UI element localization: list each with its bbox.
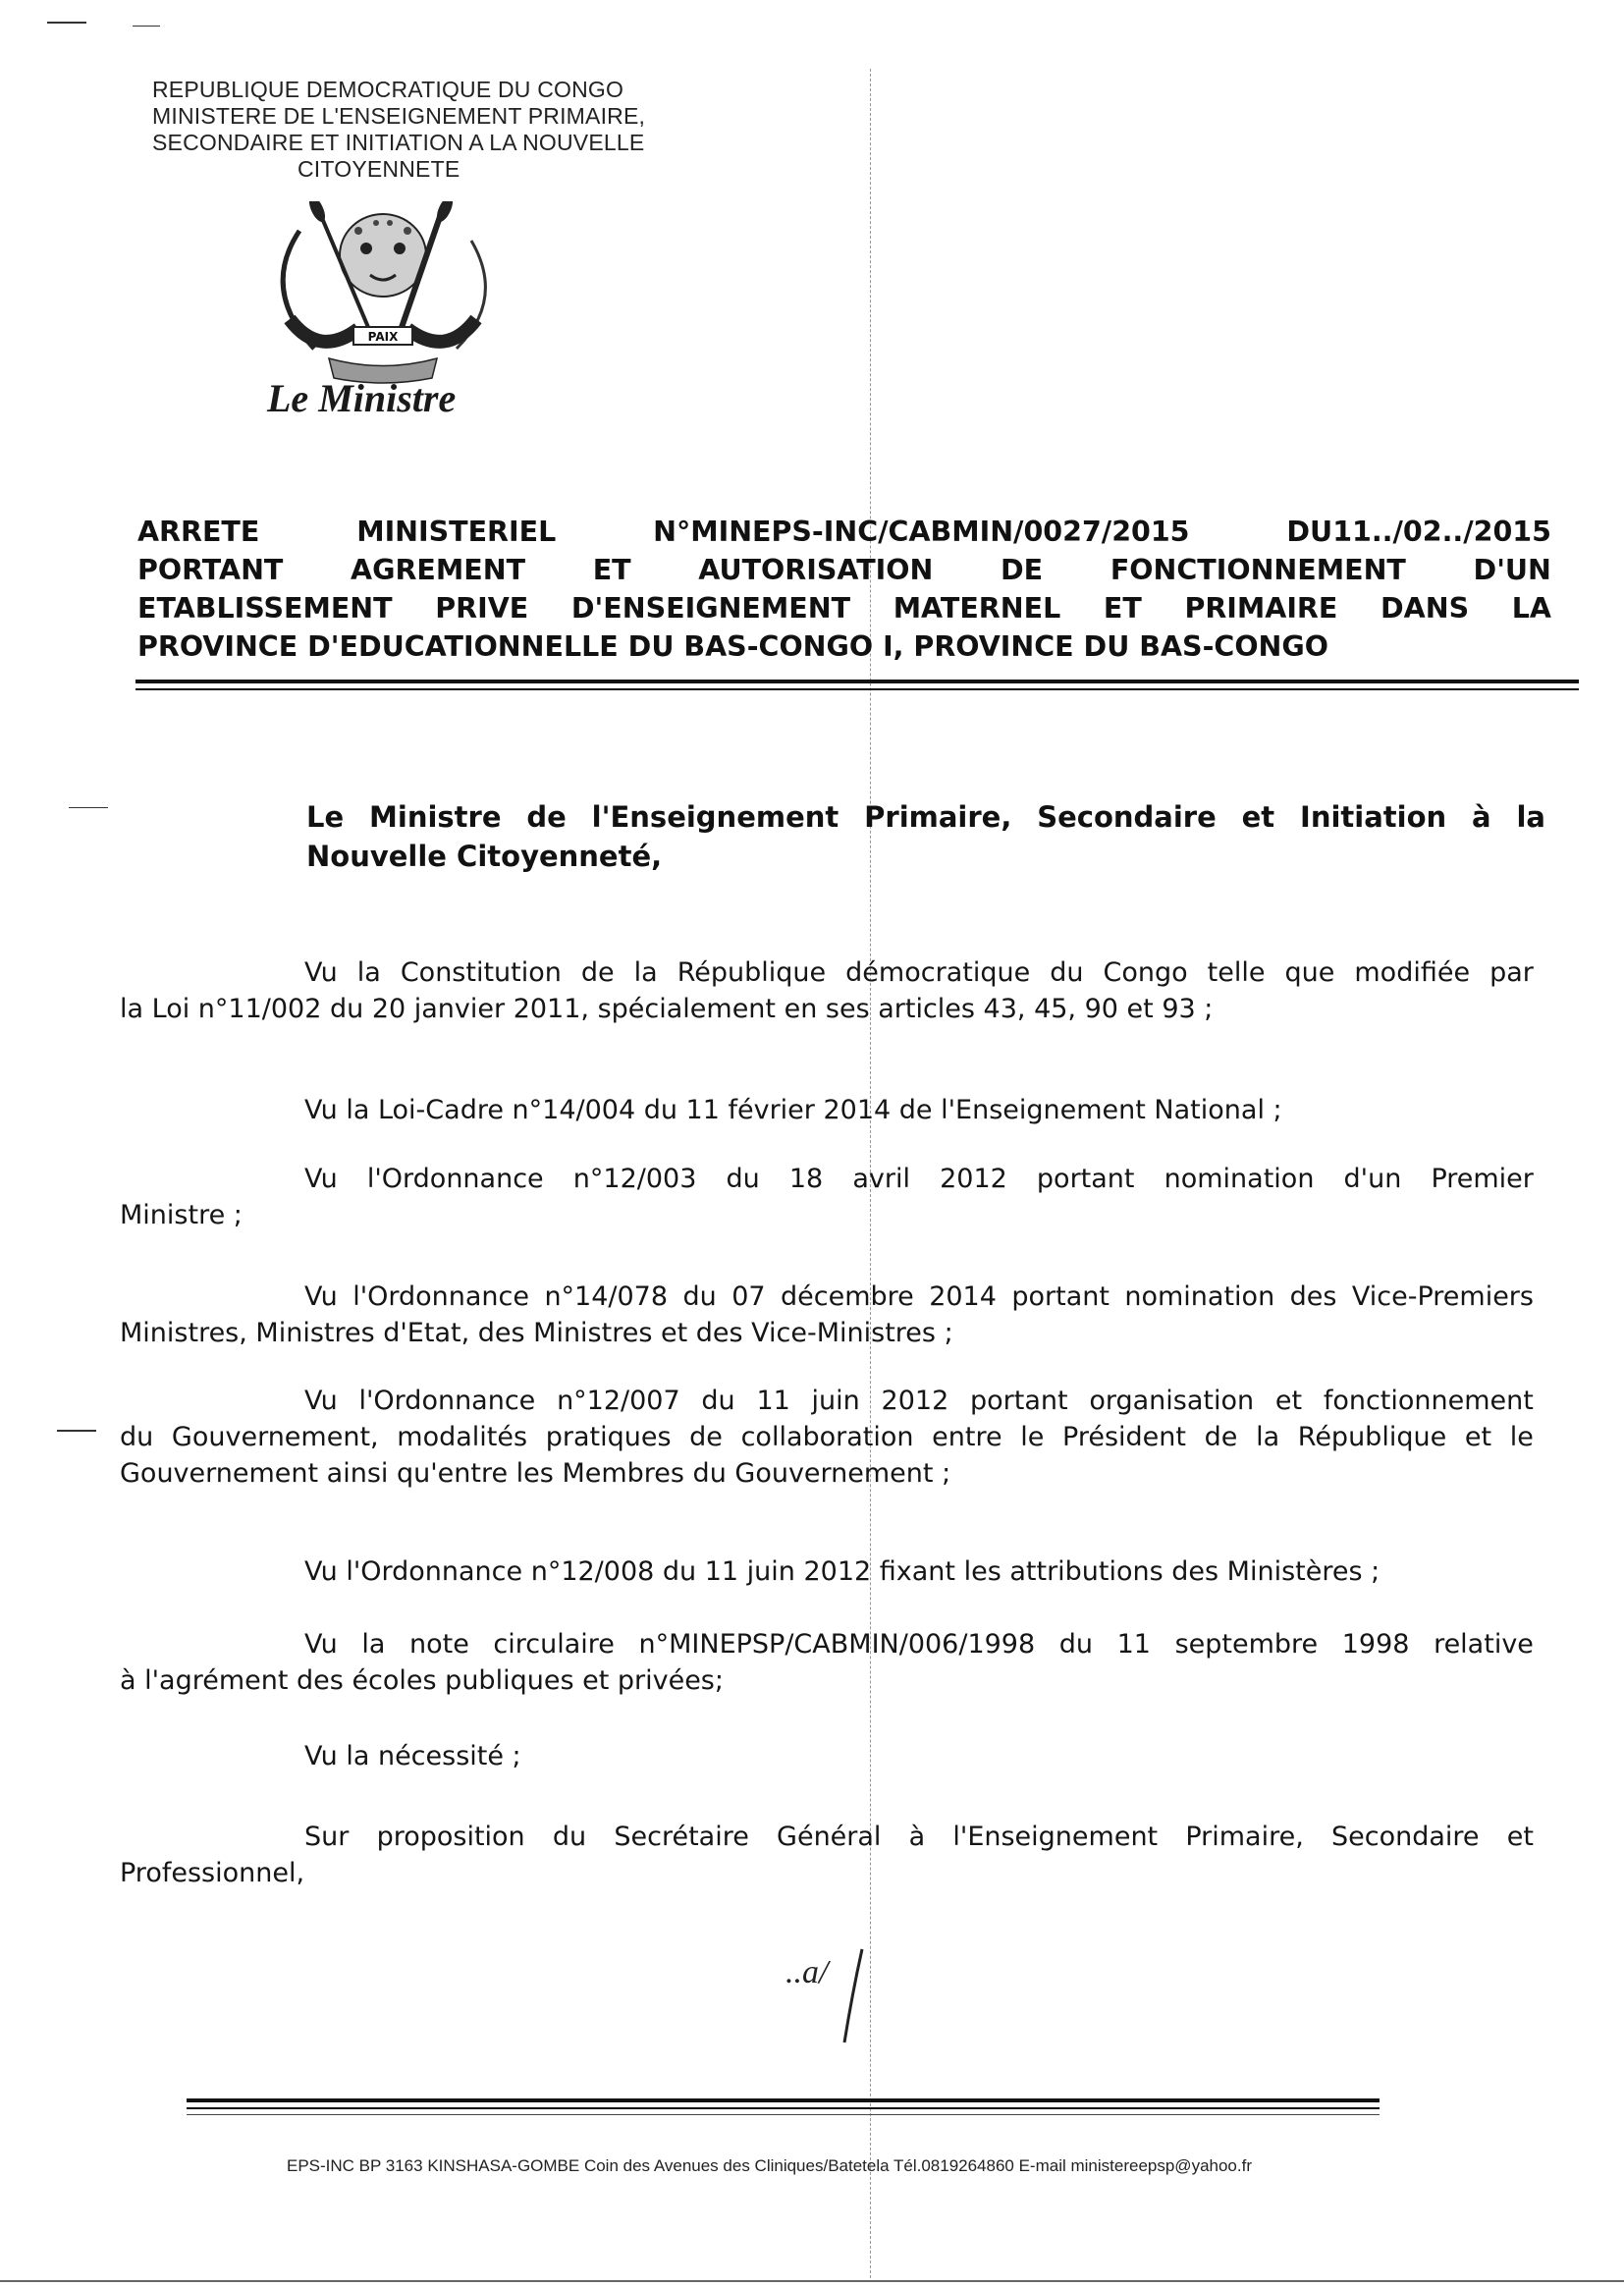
consideration-item: Vu la Loi-Cadre n°14/004 du 11 février 2014 de l'Enseignement National ; [304,1095,1282,1125]
scan-edge [0,2280,1624,2282]
decree-title [137,513,1551,666]
coat-of-arms-emblem [260,201,506,388]
minister-signature-line: Le Ministre [267,376,457,420]
consideration-item: Vu la nécessité ; [304,1741,521,1771]
consideration-item: Vu la Constitution de la République démocratique du Congo telle que modifiée par la Loi n°11/002 du 20 janvier 2011, spécialement en ses articles 43, 45, 90 et 93 ; [120,957,1534,1024]
scan-mark [69,807,108,808]
minister-heading: Le Ministre de l'Enseignement Primaire, Secondaire et Initiation à la Nouvelle Citoyenneté, [306,800,1545,873]
scan-mark [133,26,160,27]
consideration-item: Vu l'Ordonnance n°14/078 du 07 décembre 2014 portant nomination des Vice-Premiers Ministres, Ministres d'Etat, des Ministres et des Vice-Ministres ; [120,1281,1534,1348]
footer-address: EPS-INC BP 3163 KINSHASA-GOMBE Coin des Avenues des Cliniques/Batetela Tél.0819264860 E-mail ministereepsp@yahoo.fr [287,2156,1252,2175]
scan-mark [57,1430,96,1432]
letterhead [152,77,645,183]
footer-rule [187,2114,1380,2115]
consideration-item: Vu l'Ordonnance n°12/003 du 18 avril 2012 portant nomination d'un Premier Ministre ; [120,1164,1534,1230]
page-continuation-mark: ..a/ [785,1954,829,1990]
title-line-3: ETABLISSEMENT PRIVE D'ENSEIGNEMENT MATERNEL ET PRIMAIRE DANS LA [137,592,1551,625]
letterhead-line: SECONDAIRE ET INITIATION A LA NOUVELLE [152,130,645,155]
consideration-item: Sur proposition du Secrétaire Général à l'Enseignement Primaire, Secondaire et Professionnel, [120,1822,1534,1888]
scan-mark [47,22,86,24]
consideration-item: Vu la note circulaire n°MINEPSP/CABMIN/006/1998 du 11 septembre 1998 relative à l'agrément des écoles publiques et privées; [120,1629,1534,1696]
title-line-1: ARRETE MINISTERIEL N°MINEPS-INC/CABMIN/0027/2015 DU11../02../2015 [137,516,1551,548]
consideration-item: Vu l'Ordonnance n°12/008 du 11 juin 2012 fixant les attributions des Ministères ; [304,1556,1380,1587]
initials-stroke [833,1944,872,2052]
letterhead-line: REPUBLIQUE DEMOCRATIQUE DU CONGO [152,77,624,102]
letterhead-line: MINISTERE DE L'ENSEIGNEMENT PRIMAIRE, [152,103,646,129]
consideration-item: Vu l'Ordonnance n°12/007 du 11 juin 2012 portant organisation et fonctionnement du Gouvernement, modalités pratiques de collaboration entre le Président de la République et le Gouvernement ainsi qu'entre les Membres du Gouvernement ; [120,1386,1534,1489]
letterhead-line: CITOYENNETE [298,156,460,182]
title-line-4: PROVINCE D'EDUCATIONNELLE DU BAS-CONGO I, PROVINCE DU BAS-CONGO [137,630,1329,663]
title-line-2: PORTANT AGREMENT ET AUTORISATION DE FONCTIONNEMENT D'UN [137,554,1551,586]
title-underline [135,680,1579,683]
footer-rule [187,2107,1380,2109]
svg-text:PAIX: PAIX [367,330,399,344]
footer-rule [187,2098,1380,2102]
title-underline [135,688,1579,690]
